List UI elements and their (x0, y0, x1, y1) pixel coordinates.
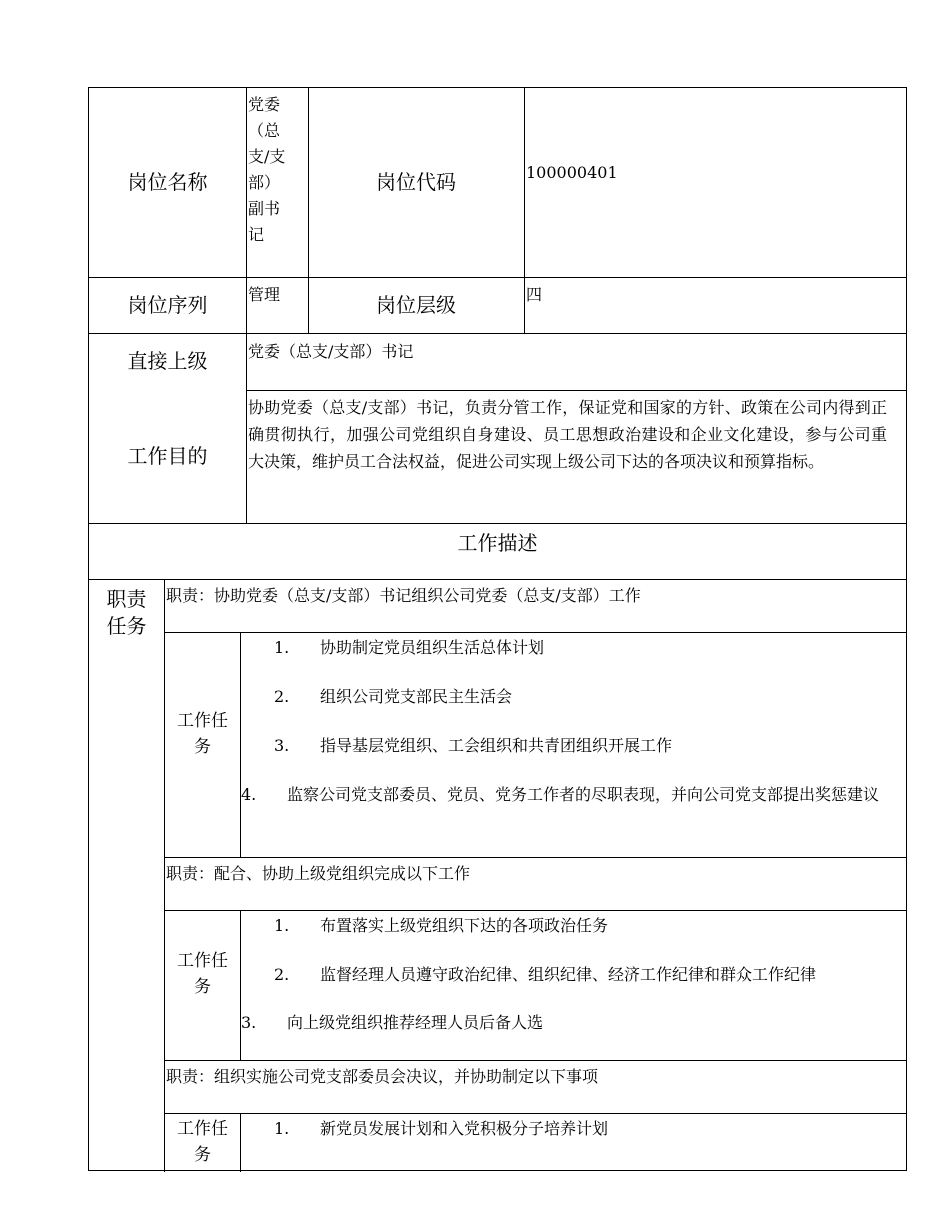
task-number: 2. (274, 965, 290, 984)
job-description-table (88, 87, 907, 1171)
position-level-value: 四 (526, 285, 543, 304)
position-name-line: 部） (248, 173, 281, 192)
position-level-label: 岗位层级 (376, 292, 456, 317)
superior-label: 直接上级 (127, 349, 208, 373)
task-text: 布置落实上级党组织下达的各项政治任务 (320, 916, 609, 935)
task-item (274, 913, 608, 939)
task-number: 4. (241, 785, 257, 804)
task-label-line: 务 (194, 977, 211, 997)
position-code-label: 岗位代码 (376, 170, 456, 194)
position-name-line: 记 (248, 225, 265, 244)
task-text: 监察公司党支部委员、党员、党务工作者的尽职表现，并向公司党支部提出奖惩建议 (287, 785, 880, 804)
task-label-line: 务 (194, 1145, 211, 1165)
task-item (241, 782, 891, 808)
task-item (274, 684, 512, 710)
duty-title: 职责：组织实施公司党支部委员会决议，并协助制定以下事项 (166, 1067, 599, 1086)
task-text: 新党员发展计划和入党积极分子培养计划 (320, 1119, 609, 1138)
position-name-line: （总 (248, 121, 281, 140)
row-divider (164, 857, 906, 858)
task-item (274, 635, 544, 661)
position-name-line: 副书 (248, 199, 281, 218)
task-text: 向上级党组织推荐经理人员后备人选 (287, 1013, 544, 1032)
row-divider (164, 1060, 906, 1061)
purpose-value: 协助党委（总支/支部）书记，负责分管工作，保证党和国家的方针、政策在公司内得到正确贯彻执行，加强公司党组织自身建设、员工思想政治建设和企业文化建设，参与公司重大决策，维护员工合法权益，促进公司实现上级公司下达的各项决议和预算指标。 (248, 398, 887, 471)
col-divider (240, 632, 241, 857)
task-number: 3. (274, 736, 290, 755)
task-item (274, 962, 816, 988)
task-label (165, 948, 240, 1000)
position-code-value: 100000401 (526, 163, 618, 182)
position-series-label: 岗位序列 (127, 292, 208, 317)
task-item (274, 1116, 608, 1142)
col-divider (240, 1113, 241, 1172)
task-label-line: 务 (194, 737, 211, 757)
duty-title: 职责：协助党委（总支/支部）书记组织公司党委（总支/支部）工作 (166, 586, 641, 605)
superior-value: 党委（总支/支部）书记 (248, 342, 414, 361)
task-number: 1. (274, 1119, 290, 1138)
col-divider (240, 910, 241, 1060)
duties-label-line: 职责 (106, 587, 147, 611)
task-text: 协助制定党员组织生活总体计划 (320, 638, 545, 657)
task-label-line: 工作任 (177, 1119, 228, 1139)
task-label-line: 工作任 (177, 711, 228, 731)
task-label (165, 708, 240, 760)
task-text: 监督经理人员遵守政治纪律、组织纪律、经济工作纪律和群众工作纪律 (320, 965, 817, 984)
duty-title: 职责：配合、协助上级党组织完成以下工作 (166, 864, 471, 883)
row-divider (164, 1113, 906, 1114)
position-name-value (248, 92, 306, 248)
row-divider (164, 632, 906, 633)
position-series-value: 管理 (248, 285, 281, 304)
position-name-line: 党委 (248, 95, 281, 114)
task-number: 2. (274, 687, 290, 706)
position-name-label: 岗位名称 (127, 170, 208, 194)
task-label-line: 工作任 (177, 951, 228, 971)
duties-label (89, 583, 164, 643)
position-name-line: 支/支 (248, 147, 286, 166)
task-item (241, 1010, 543, 1036)
purpose-label: 工作目的 (127, 444, 208, 468)
row-divider (89, 579, 906, 580)
task-text: 指导基层党组织、工会组织和共青团组织开展工作 (320, 736, 673, 755)
task-item (274, 733, 672, 759)
row-divider (246, 390, 906, 391)
description-title: 工作描述 (457, 530, 538, 555)
task-text: 组织公司党支部民主生活会 (320, 687, 513, 706)
duties-label-line: 任务 (106, 614, 147, 638)
task-number: 1. (274, 638, 290, 657)
task-number: 1. (274, 916, 290, 935)
row-divider (164, 910, 906, 911)
task-label (165, 1116, 240, 1168)
task-number: 3. (241, 1013, 257, 1032)
